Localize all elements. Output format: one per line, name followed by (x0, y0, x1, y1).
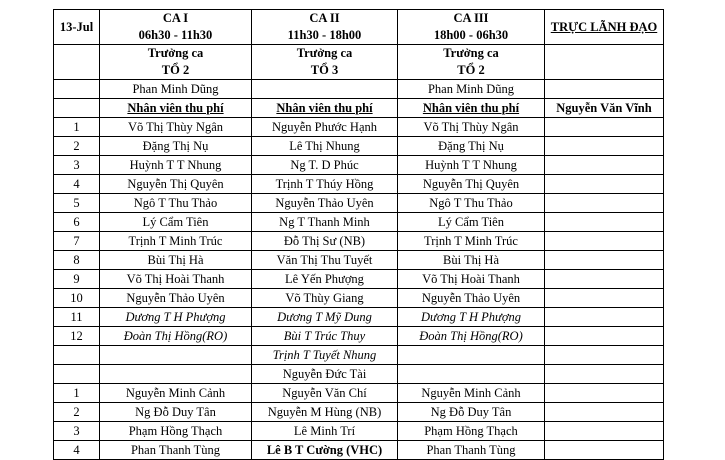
supervisor-ca1: Trưởng ca TỔ 2 (100, 45, 252, 80)
staff-header-ca3: Nhân viên thu phí (398, 99, 545, 118)
supervisor-row (54, 45, 664, 80)
table-row: Nguyễn Đức Tài (54, 365, 664, 384)
shift-1-header (100, 10, 252, 45)
table-row: 6 Lý Cẩm Tiên Ng T Thanh Minh Lý Cẩm Tiên (54, 213, 664, 232)
staff-header-row (54, 99, 664, 118)
leader-on-duty-header: TRỰC LÃNH ĐẠO (545, 10, 664, 45)
table-row: 2 Ng Đỗ Duy Tân Nguyễn M Hùng (NB) Ng Đỗ Duy Tân (54, 403, 664, 422)
table-row: 4 Phan Thanh Tùng Lê B T Cường (VHC) Phan Thanh Tùng (54, 441, 664, 460)
supervisor-ca2: Trưởng ca TỔ 3 (252, 45, 398, 80)
table-row: 12 Đoàn Thị Hồng(RO) Bùi T Trúc Thuy Đoàn Thị Hồng(RO) (54, 327, 664, 346)
supervisor-name-row (54, 80, 664, 99)
shift-2-time: 11h30 - 18h00 (287, 28, 362, 42)
shift-3-time: 18h00 - 06h30 (433, 28, 509, 42)
header-row (54, 10, 664, 45)
table-row: 3 Phạm Hồng Thạch Lê Minh Trí Phạm Hồng Thạch (54, 422, 664, 441)
table-row: 2 Đặng Thị Nụ Lê Thị Nhung Đặng Thị Nụ (54, 137, 664, 156)
table-row: 4 Nguyễn Thị Quyên Trịnh T Thúy Hồng Nguyễn Thị Quyên (54, 175, 664, 194)
leader-on-duty-name: Nguyễn Văn Vĩnh (545, 99, 664, 118)
shift-1-name: CA I (162, 11, 189, 25)
table-row: 5 Ngô T Thu Thảo Nguyễn Thảo Uyên Ngô T Thu Thảo (54, 194, 664, 213)
table-row: 11 Dương T H Phượng Dương T Mỹ Dung Dương T H Phượng (54, 308, 664, 327)
shift-2-name: CA II (309, 11, 340, 25)
shift-3-header (398, 10, 545, 45)
table-row: 3 Huỳnh T T Nhung Ng T. D Phúc Huỳnh T T Nhung (54, 156, 664, 175)
shift-2-header (252, 10, 398, 45)
shift-1-time: 06h30 - 11h30 (138, 28, 213, 42)
table-row: 9 Võ Thị Hoài Thanh Lê Yến Phượng Võ Thị Hoài Thanh (54, 270, 664, 289)
table-row: 1 Nguyễn Minh Cảnh Nguyễn Văn Chí Nguyễn Minh Cảnh (54, 384, 664, 403)
table-row: 10 Nguyễn Thảo Uyên Võ Thùy Giang Nguyễn Thảo Uyên (54, 289, 664, 308)
table-row: Trịnh T Tuyết Nhung (54, 346, 664, 365)
supervisor-name-ca2 (252, 80, 398, 99)
supervisor-ca3: Trưởng ca TỔ 2 (398, 45, 545, 80)
supervisor-name-ca3: Phan Minh Dũng (398, 80, 545, 99)
shift-schedule-table (53, 9, 664, 460)
supervisor-name-ca1: Phan Minh Dũng (100, 80, 252, 99)
table-row: 1 Võ Thị Thùy Ngân Nguyễn Phước Hạnh Võ Thị Thùy Ngân (54, 118, 664, 137)
staff-header-ca1: Nhân viên thu phí (100, 99, 252, 118)
date-cell: 13-Jul (54, 10, 100, 45)
shift-3-name: CA III (453, 11, 489, 25)
table-row: 8 Bùi Thị Hà Văn Thị Thu Tuyết Bùi Thị Hà (54, 251, 664, 270)
staff-header-ca2: Nhân viên thu phí (252, 99, 398, 118)
table-row: 7 Trịnh T Minh Trúc Đỗ Thị Sư (NB) Trịnh T Minh Trúc (54, 232, 664, 251)
